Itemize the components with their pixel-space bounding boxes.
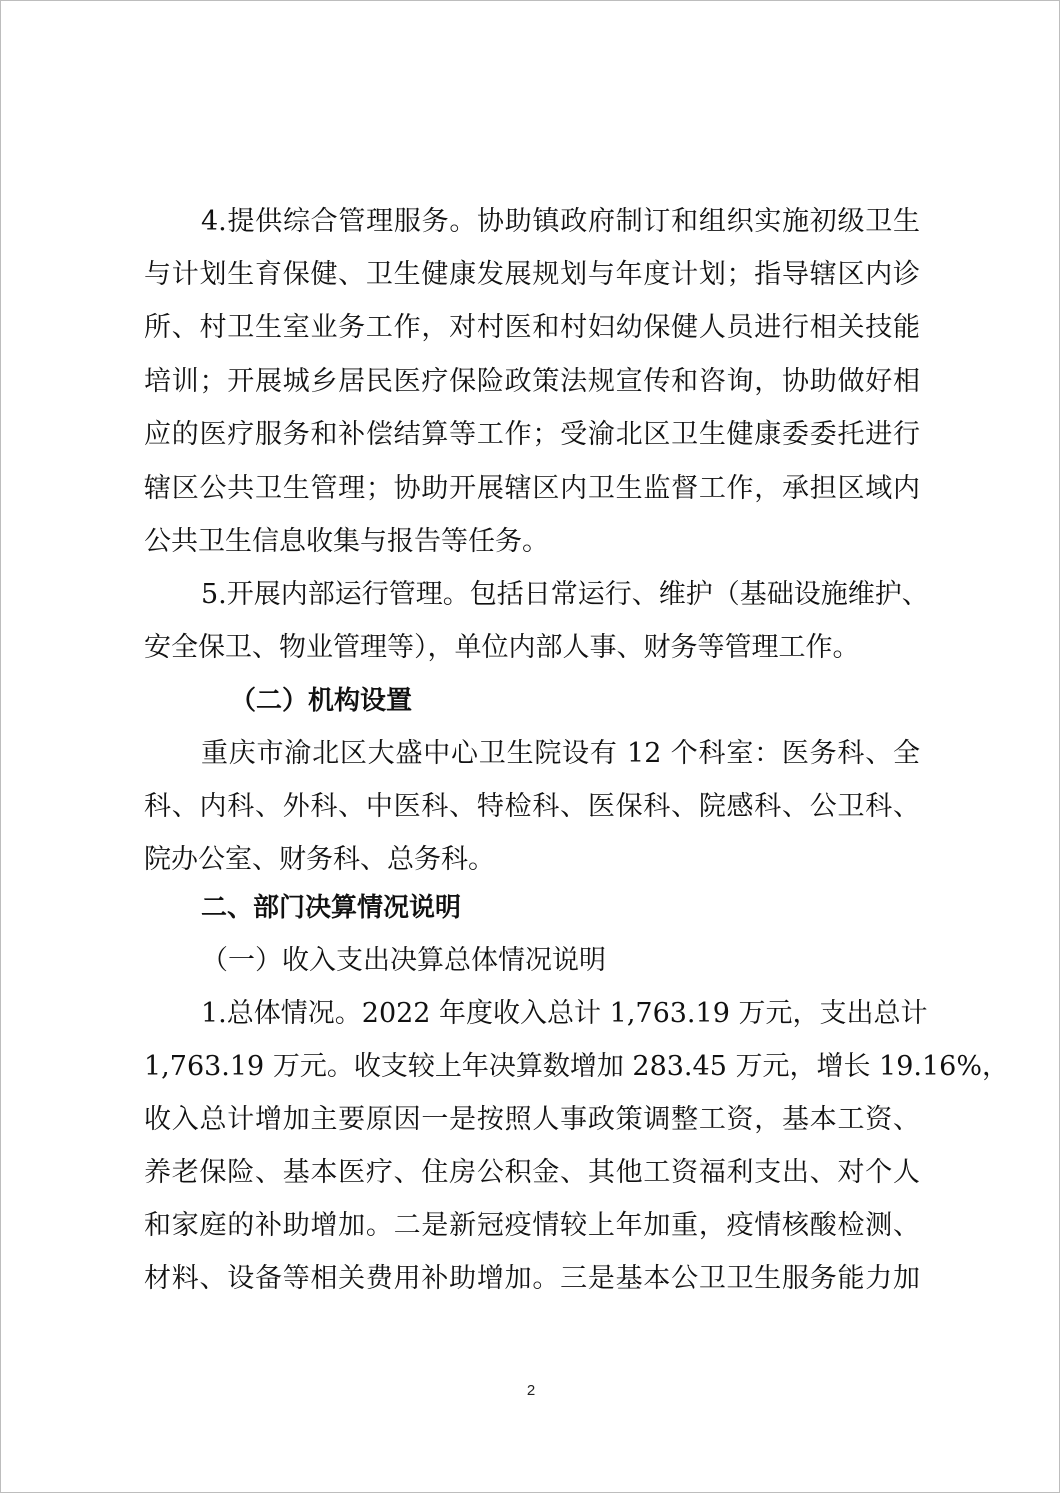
overview-paragraph-line-3: 收入总计增加主要原因一是按照人事政策调整工资，基本工资、 [144,1104,920,1135]
section-heading-org-structure: （二）机构设置 [230,686,413,716]
paragraph-4-line-6: 辖区公共卫生管理；协助开展辖区内卫生监督工作，承担区域内 [144,473,920,504]
org-paragraph-line-3: 院办公室、财务科、总务科。 [144,844,495,875]
paragraph-4-line-4: 培训；开展城乡居民医疗保险政策法规宣传和咨询，协助做好相 [144,366,920,397]
paragraph-4-line-5: 应的医疗服务和补偿结算等工作；受渝北区卫生健康委委托进行 [144,419,920,450]
section-heading-budget: 二、部门决算情况说明 [201,893,462,923]
overview-paragraph-line-4: 养老保险、基本医疗、住房公积金、其他工资福利支出、对个人 [144,1157,920,1188]
overview-paragraph-line-5: 和家庭的补助增加。二是新冠疫情较上年加重，疫情核酸检测、 [144,1210,920,1241]
subsection-heading-income-expense: （一）收入支出决算总体情况说明 [201,945,606,976]
overview-paragraph-line-1: 1.总体情况。2022 年度收入总计 1,763.19 万元，支出总计 [201,998,928,1029]
paragraph-5-line-1: 5.开展内部运行管理。包括日常运行、维护（基础设施维护、 [201,579,929,610]
paragraph-4-line-2: 与计划生育保健、卫生健康发展规划与年度计划；指导辖区内诊 [144,259,920,290]
paragraph-4-line-3: 所、村卫生室业务工作，对村医和村妇幼保健人员进行相关技能 [144,312,920,343]
overview-paragraph-line-2: 1,763.19 万元。收支较上年决算数增加 283.45 万元，增长 19.16%， [144,1051,1009,1082]
paragraph-4-line-1: 4.提供综合管理服务。协助镇政府制订和组织实施初级卫生 [201,206,920,237]
paragraph-5-line-2: 安全保卫、物业管理等），单位内部人事、财务等管理工作。 [144,632,860,663]
org-paragraph-line-2: 科、内科、外科、中医科、特检科、医保科、院感科、公卫科、 [144,791,920,822]
page-number: 2 [526,1382,536,1399]
paragraph-4-line-7: 公共卫生信息收集与报告等任务。 [144,526,549,557]
overview-paragraph-line-6: 材料、设备等相关费用补助增加。三是基本公卫卫生服务能力加 [144,1263,920,1294]
org-paragraph-line-1: 重庆市渝北区大盛中心卫生院设有 12 个科室：医务科、全 [201,738,920,769]
